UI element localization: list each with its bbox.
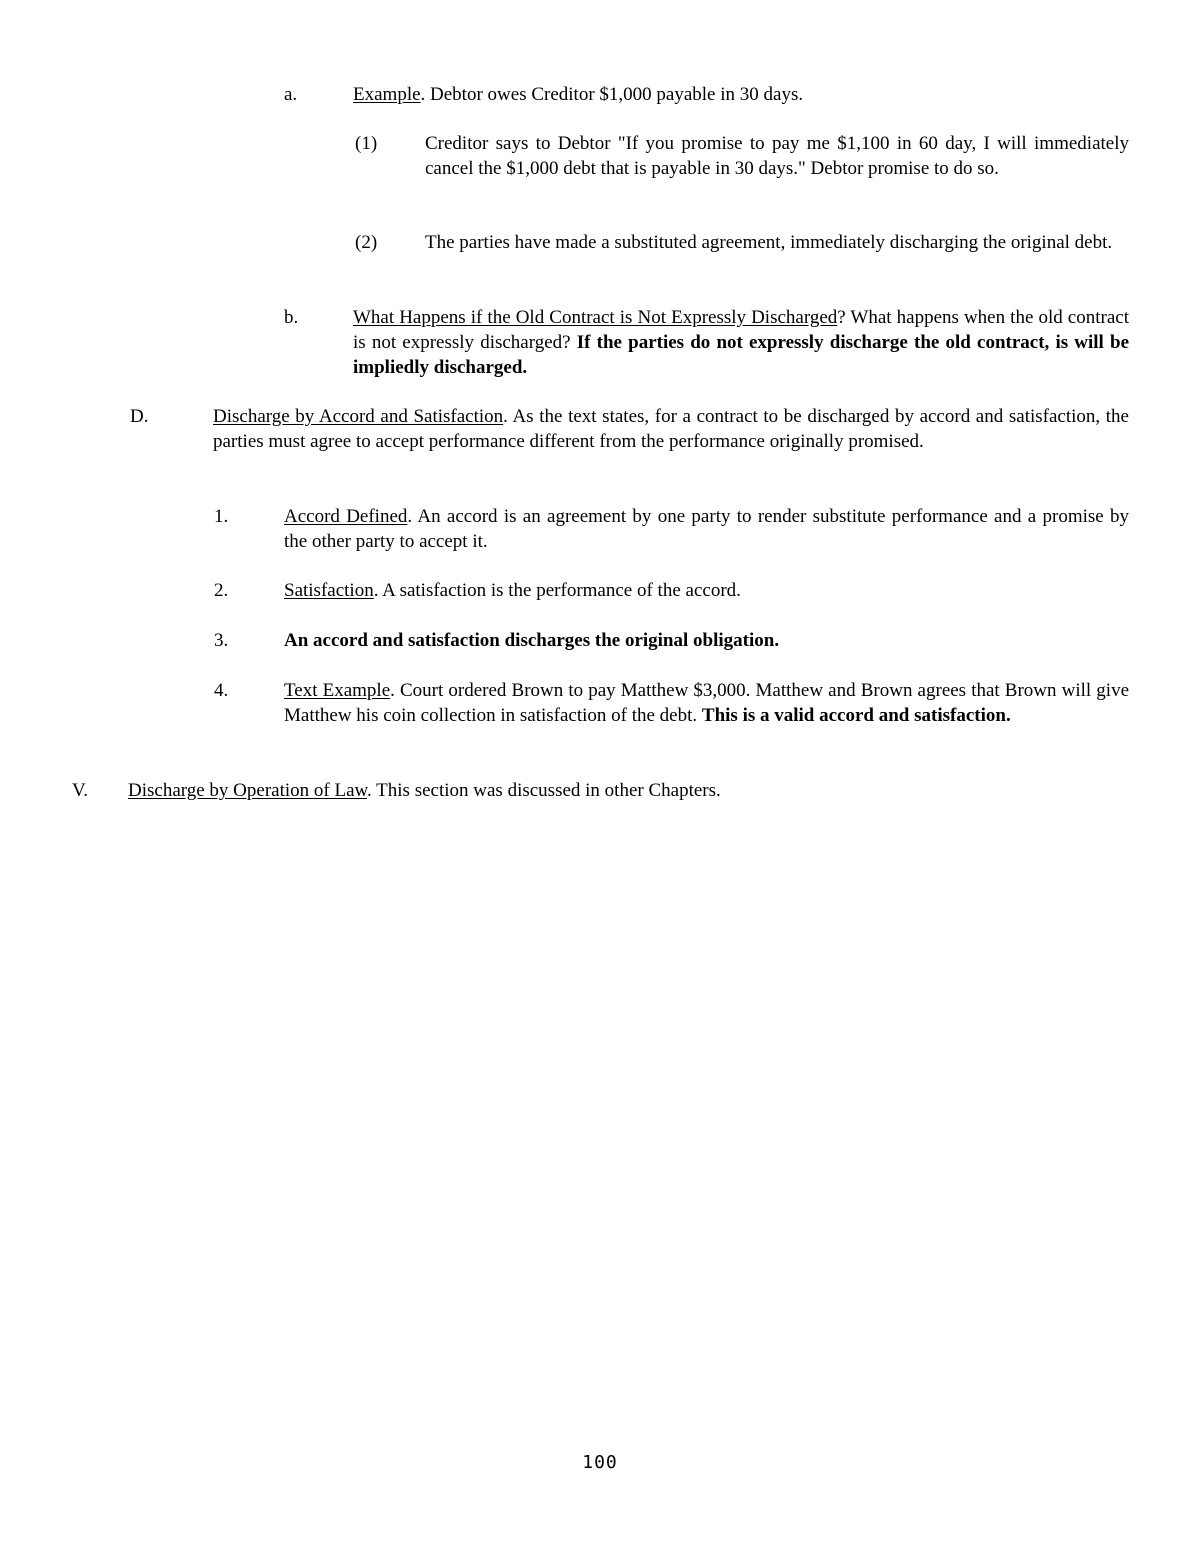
item-marker: 4. (214, 680, 229, 701)
item-text (353, 305, 1129, 380)
item-body: . Court ordered Brown to pay Matthew $3,000. Matthew and Brown agrees that Brown will give Matthew his coin collection in satisfaction of the debt. (284, 680, 1129, 726)
outline-item-D (130, 404, 1129, 454)
item-emphasis: This is a valid accord and satisfaction. (701, 705, 1011, 726)
item-body: . A satisfaction is the performance of the accord. (373, 580, 741, 601)
item-heading: Example (353, 84, 421, 105)
item-body: . Debtor owes Creditor $1,000 payable in 30 days. (420, 84, 804, 105)
outline-item-4 (214, 678, 1129, 728)
item-body: ? What happens when the old contract is not expressly discharged? (353, 307, 1129, 353)
item-marker: (1) (355, 133, 378, 154)
item-text (425, 131, 1129, 181)
outline-item-1 (214, 504, 1129, 554)
item-emphasis: An accord and satisfaction discharges the original obligation. (284, 630, 780, 651)
item-text (213, 404, 1129, 454)
item-body: . An accord is an agreement by one party to render substitute performance and a promise by the other party to accept it. (284, 506, 1130, 552)
item-emphasis: If the parties do not expressly discharge the old contract, is will be impliedly discharged. (353, 332, 1129, 378)
outline-item-a (284, 82, 1129, 107)
item-text (284, 678, 1129, 728)
item-marker: 1. (214, 506, 229, 527)
item-text (284, 628, 1129, 653)
outline-item-3 (214, 628, 1129, 653)
item-heading: Discharge by Accord and Satisfaction (213, 406, 504, 427)
outline-item-2 (214, 578, 1129, 603)
item-body: . This section was discussed in other Chapters. (367, 780, 721, 801)
item-body: The parties have made a substituted agreement, immediately discharging the original debt. (425, 232, 1113, 253)
item-heading: Text Example (284, 680, 391, 701)
outline-item-1-sub (355, 131, 1129, 181)
outline-item-2-sub (355, 230, 1129, 255)
item-text (284, 578, 1129, 603)
item-marker: 2. (214, 580, 229, 601)
item-marker: (2) (355, 232, 378, 253)
item-marker: V. (72, 780, 89, 801)
item-heading: Satisfaction (284, 580, 374, 601)
item-heading: Accord Defined (284, 506, 408, 527)
item-text (284, 504, 1129, 554)
outline-item-b (284, 305, 1129, 380)
item-body: Creditor says to Debtor "If you promise to pay me $1,100 in 60 day, I will immediately cancel the $1,000 debt that is payable in 30 days." Debtor promise to do so. (425, 133, 1129, 179)
item-marker: b. (284, 307, 299, 328)
item-heading: Discharge by Operation of Law (128, 780, 368, 801)
outline-item-V (72, 778, 1129, 803)
item-body: . As the text states, for a contract to be discharged by accord and satisfaction, the parties must agree to accept performance different from the performance originally promised. (213, 406, 1129, 452)
item-marker: 3. (214, 630, 229, 651)
item-text (128, 778, 1129, 803)
item-heading: What Happens if the Old Contract is Not Expressly Discharged (353, 307, 838, 328)
item-marker: a. (284, 84, 298, 105)
item-text (425, 230, 1129, 255)
page-number: 100 (582, 1452, 618, 1473)
item-marker: D. (130, 406, 149, 427)
item-text (353, 82, 1129, 107)
